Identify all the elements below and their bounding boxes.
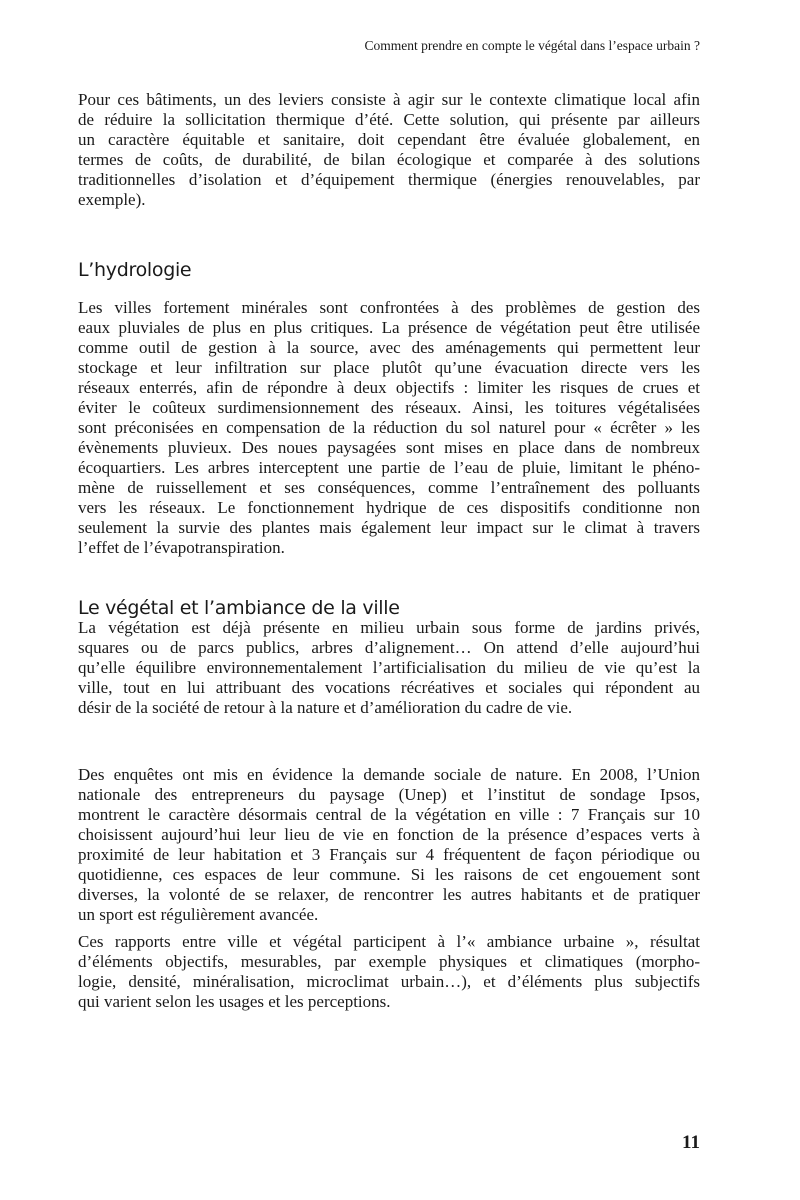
text-line: écoquartiers. Les arbres interceptent une partie de l’eau de pluie, limitant le phéno- xyxy=(78,458,700,477)
text-line: logie, densité, minéralisation, microclimat urbain…), et d’éléments plus subjectifs xyxy=(78,972,700,991)
text-line: exemple). xyxy=(78,190,146,209)
text-line: seulement la survie des plantes mais également leur impact sur le climat à travers xyxy=(78,518,700,537)
text-line: squares ou de parcs publics, arbres d’alignement… On attend d’elle aujourd’hui xyxy=(78,638,700,657)
text-line: montrent le caractère désormais central de la végétation en ville : 7 Français sur 10 xyxy=(78,805,700,824)
text-line: nationale des entrepreneurs du paysage (Unep) et l’institut de sondage Ipsos, xyxy=(78,785,700,804)
text-line: d’éléments objectifs, mesurables, par exemple physiques et climatiques (morpho- xyxy=(78,952,700,971)
text-line: quotidienne, ces espaces de leur commune. Si les raisons de cet engouement sont xyxy=(78,865,700,884)
text-line: termes de coûts, de durabilité, de bilan écologique et comparée à des solutions xyxy=(78,150,700,169)
text-line: Ces rapports entre ville et végétal participent à l’« ambiance urbaine », résultat xyxy=(78,932,700,951)
text-line: qu’elle équilibre environnementalement l’artificialisation du milieu de vie qu’est la xyxy=(78,658,700,677)
text-line: de réduire la sollicitation thermique d’été. Cette solution, qui présente par ailleurs xyxy=(78,110,700,129)
text-line: qui varient selon les usages et les perceptions. xyxy=(78,992,391,1011)
page-number: 11 xyxy=(682,1132,700,1153)
text-line: un sport est régulièrement avancée. xyxy=(78,905,319,924)
paragraph-surveys xyxy=(78,765,700,925)
text-line: un caractère équitable et sanitaire, doit cependant être évaluée globalement, en xyxy=(78,130,700,149)
text-line: ville, tout en lui attribuant des vocations récréatives et sociales qui répondent au xyxy=(78,678,700,697)
text-line: sont préconisées en compensation de la réduction du sol naturel pour « écrêter » les xyxy=(78,418,700,437)
text-line: mène de ruissellement et ses conséquences, comme l’entraînement des polluants xyxy=(78,478,700,497)
text-line: comme outil de gestion à la source, avec des aménagements qui permettent leur xyxy=(78,338,700,357)
text-line: La végétation est déjà présente en milieu urbain sous forme de jardins privés, xyxy=(78,618,700,637)
paragraph-ambiance-urbaine xyxy=(78,932,700,1012)
text-line: Des enquêtes ont mis en évidence la demande sociale de nature. En 2008, l’Union xyxy=(78,765,700,784)
paragraph-thermal-levers xyxy=(78,90,700,210)
text-line: l’effet de l’évapotranspiration. xyxy=(78,538,285,557)
section-heading-ambiance: Le végétal et l’ambiance de la ville xyxy=(78,597,400,619)
text-line: stockage et leur infiltration sur place plutôt qu’une évacuation directe vers les xyxy=(78,358,700,377)
text-line: réseaux enterrés, afin de répondre à deux objectifs : limiter les risques de crues et xyxy=(78,378,700,397)
text-line: diverses, la volonté de se relaxer, de rencontrer les autres habitants et de pratiquer xyxy=(78,885,700,904)
text-line: vers les réseaux. Le fonctionnement hydrique de ces dispositifs conditionne non xyxy=(78,498,700,517)
text-line: désir de la société de retour à la nature et d’amélioration du cadre de vie. xyxy=(78,698,573,717)
text-line: eaux pluviales de plus en plus critiques. La présence de végétation peut être utilisée xyxy=(78,318,700,337)
paragraph-vegetation-presence xyxy=(78,618,700,718)
text-line: Pour ces bâtiments, un des leviers consiste à agir sur le contexte climatique local afin xyxy=(78,90,700,109)
text-line: évènements pluvieux. Des noues paysagées sont mises en place dans de nombreux xyxy=(78,438,700,457)
section-heading-hydrologie: L’hydrologie xyxy=(78,259,192,281)
running-head: Comment prendre en compte le végétal dans l’espace urbain ? xyxy=(364,38,700,53)
text-line: proximité de leur habitation et 3 Français sur 4 fréquentent de façon périodique ou xyxy=(78,845,700,864)
text-line: traditionnelles d’isolation et d’équipement thermique (énergies renouvelables, par xyxy=(78,170,700,189)
text-line: Les villes fortement minérales sont confrontées à des problèmes de gestion des xyxy=(78,298,700,317)
paragraph-hydrologie xyxy=(78,298,700,558)
text-line: éviter le coûteux surdimensionnement des réseaux. Ainsi, les toitures végétalisées xyxy=(78,398,700,417)
text-line: choisissent aujourd’hui leur lieu de vie en fonction de la présence d’espaces verts à xyxy=(78,825,700,844)
